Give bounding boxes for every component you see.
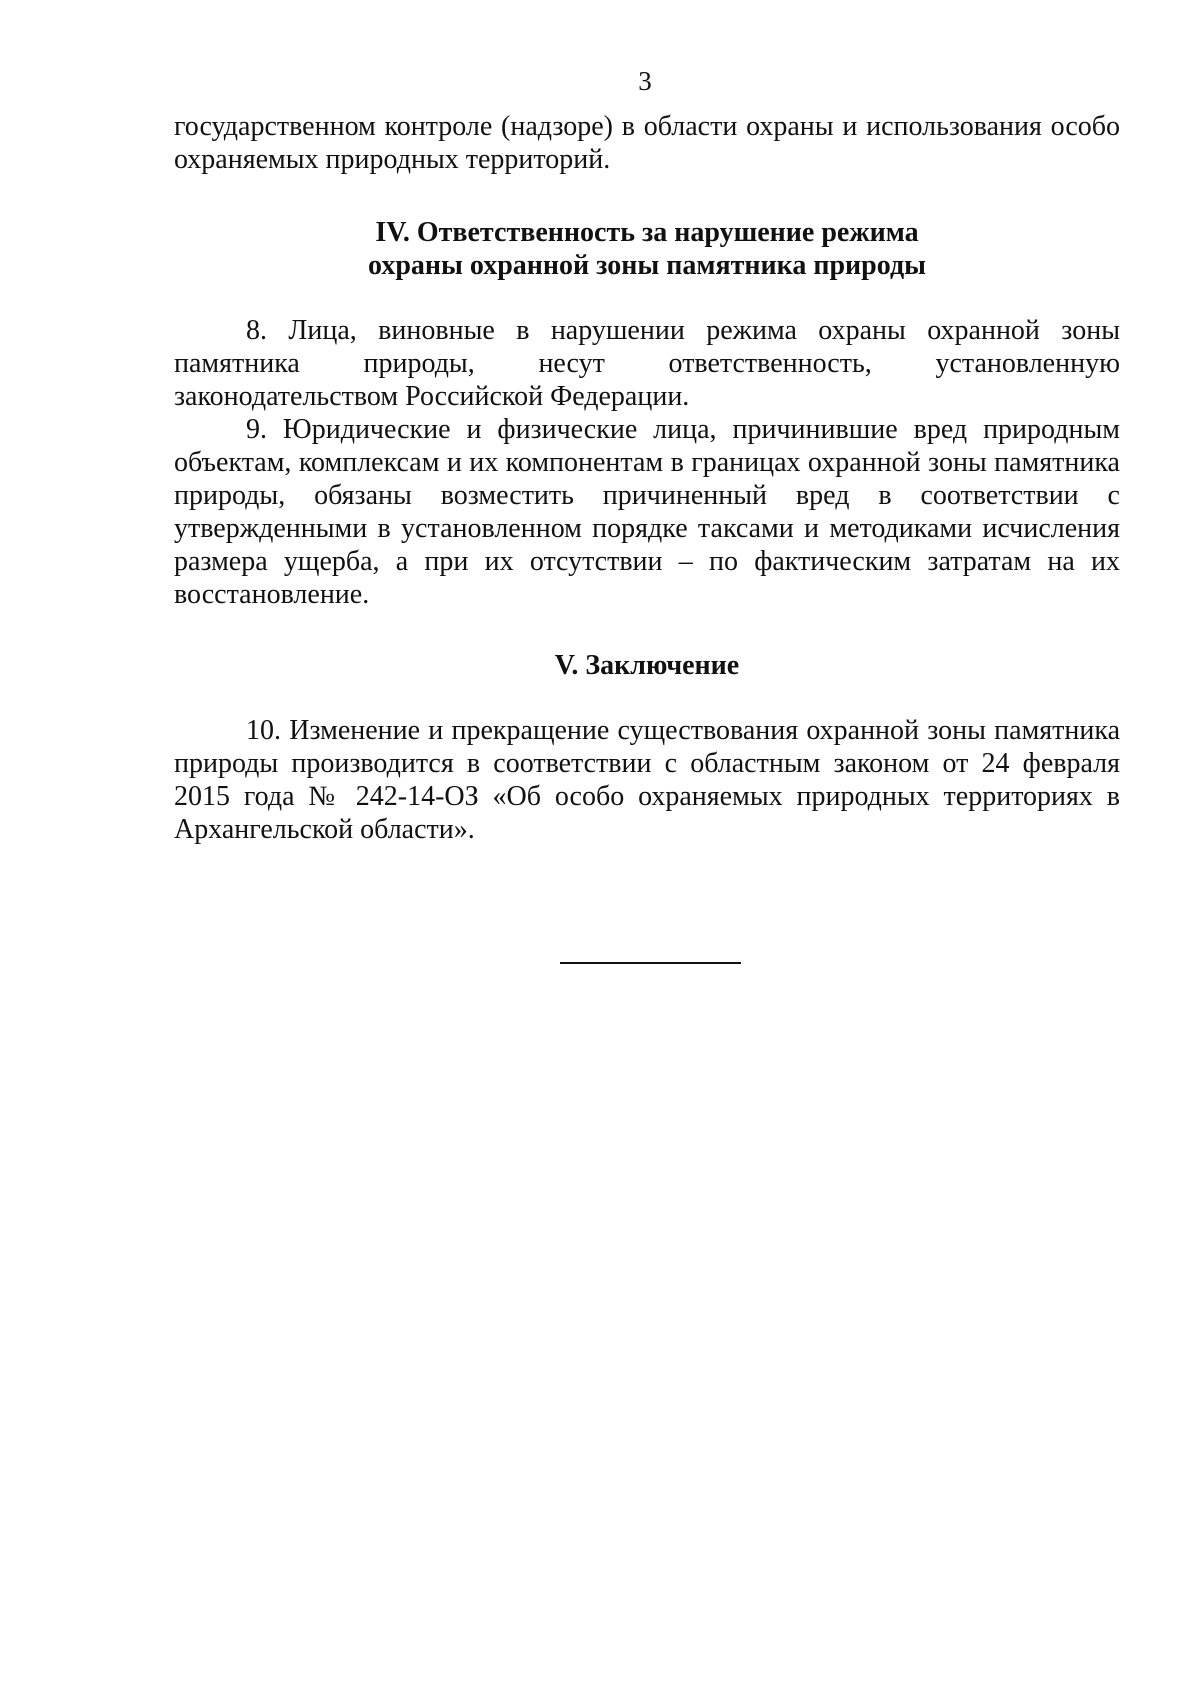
document-body bbox=[174, 110, 1120, 846]
paragraph-8: 8. Лица, виновные в нарушении режима охраны охранной зоны памятника природы, несут ответственность, установленную законодательством Российской Федерации. bbox=[174, 315, 1120, 412]
paragraph-10: 10. Изменение и прекращение существования охранной зоны памятника природы производится в соответствии с областным законом от 24 февраля 2015 года № 242-14-ОЗ «Об особо охраняемых природных территориях в Архангельской области». bbox=[174, 715, 1120, 845]
intro-paragraph: государственном контроле (надзоре) в области охраны и использования особо охраняемых природных территорий. bbox=[174, 111, 1120, 175]
section-iv-title-line2: охраны охранной зоны памятника природы bbox=[368, 250, 926, 281]
end-of-document-rule bbox=[560, 962, 741, 964]
section-iv-title-line1: IV. Ответственность за нарушение режима bbox=[375, 217, 919, 248]
section-v-heading: V. Заключение bbox=[554, 650, 740, 681]
page-number: 3 bbox=[638, 66, 652, 96]
section-iv-heading bbox=[174, 216, 1120, 282]
paragraph-9: 9. Юридические и физические лица, причинившие вред природным объектам, комплексам и их компонентам в границах охранной зоны памятника природы, обязаны возместить причиненный вред в соответствии с утвержденными в установленном порядке таксами и методиками исчисления размера ущерба, а при их отсутствии – по фактическим затратам на их восстановление. bbox=[174, 414, 1120, 610]
